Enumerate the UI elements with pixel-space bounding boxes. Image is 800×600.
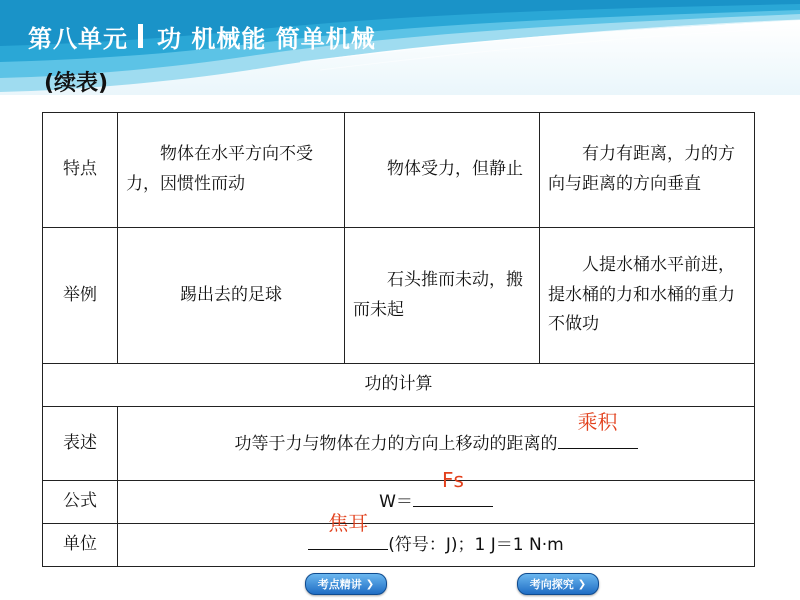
features-cell-3: 有力有距离，力的方向与距离的方向垂直	[540, 113, 755, 228]
chevron-right-icon: ❯	[577, 578, 587, 590]
title-separator	[138, 24, 143, 48]
statement-cell	[118, 407, 755, 481]
label-examples: 举例	[43, 228, 118, 364]
unit-title	[28, 20, 376, 52]
unit-number: 第八单元	[28, 24, 128, 53]
table-row-features	[43, 113, 755, 228]
features-cell-1: 物体在水平方向不受力，因惯性而动	[118, 113, 345, 228]
work-table	[42, 112, 755, 567]
formula-cell	[118, 468, 755, 524]
nav-button-explore[interactable]	[517, 573, 599, 595]
formula-blank	[413, 468, 493, 507]
formula-answer: Fs	[441, 468, 464, 493]
nav-button-key-points[interactable]	[305, 573, 387, 595]
table-row-section-title	[43, 364, 755, 407]
statement-text: 功等于力与物体在力的方向上移动的距离的	[234, 433, 558, 454]
nav-right-label: 考向探究	[529, 578, 574, 591]
unit-blank	[308, 511, 388, 550]
nav-left-label: 考点精讲	[317, 578, 362, 591]
section-title: 功的计算	[43, 364, 755, 407]
unit-cell	[118, 511, 755, 567]
table-row-formula	[43, 481, 755, 524]
continued-label: (续表)	[44, 71, 109, 96]
unit-topic: 功 机械能 简单机械	[157, 24, 376, 53]
examples-cell-3: 人提水桶水平前进，提水桶的力和水桶的重力不做功	[540, 228, 755, 364]
examples-cell-1: 踢出去的足球	[118, 228, 345, 364]
unit-answer: 焦耳	[328, 511, 369, 536]
header-banner	[0, 0, 800, 95]
label-features: 特点	[43, 113, 118, 228]
table-row-statement	[43, 407, 755, 481]
features-cell-2: 物体受力，但静止	[345, 113, 540, 228]
table-row-examples	[43, 228, 755, 364]
label-formula: 公式	[43, 481, 118, 524]
table-row-unit	[43, 524, 755, 567]
chevron-right-icon: ❯	[365, 578, 375, 590]
examples-cell-2: 石头推而未动，搬而未起	[345, 228, 540, 364]
formula-prefix: W＝	[379, 492, 413, 513]
statement-answer: 乘积	[577, 409, 618, 434]
statement-blank	[558, 409, 638, 449]
label-statement: 表述	[43, 407, 118, 481]
label-unit: 单位	[43, 524, 118, 567]
unit-suffix: (符号：J)；1 J＝1 N·m	[388, 535, 564, 556]
